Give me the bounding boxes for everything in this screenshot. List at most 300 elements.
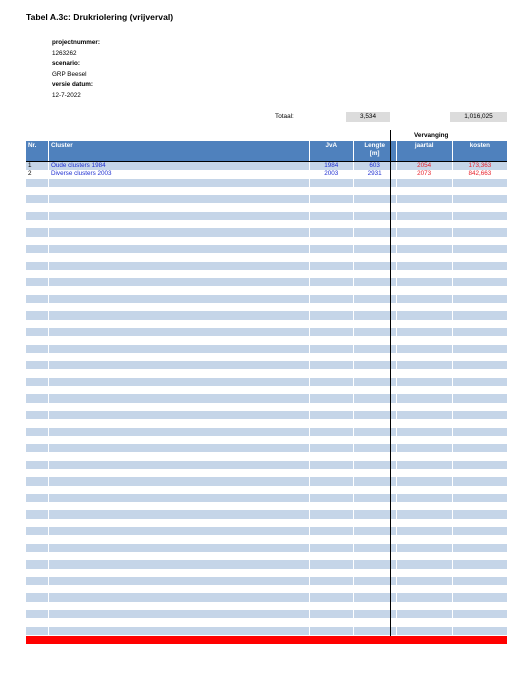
col-header-kosten: kosten bbox=[469, 142, 491, 149]
empty-cell bbox=[49, 627, 310, 635]
empty-cell bbox=[310, 195, 354, 203]
empty-cell bbox=[397, 195, 453, 203]
empty-cell bbox=[453, 527, 507, 535]
empty-table-row bbox=[26, 245, 507, 253]
empty-cell bbox=[310, 510, 354, 518]
empty-cell bbox=[397, 336, 453, 344]
empty-table-row bbox=[26, 477, 507, 485]
empty-cell bbox=[49, 203, 310, 211]
empty-cell bbox=[49, 444, 310, 452]
empty-table-row bbox=[26, 544, 507, 552]
total-kosten: 1,016,025 bbox=[450, 112, 507, 122]
empty-cell bbox=[49, 262, 310, 270]
empty-cell bbox=[26, 328, 49, 336]
empty-cell bbox=[453, 618, 507, 626]
empty-cell bbox=[49, 195, 310, 203]
empty-cell bbox=[310, 345, 354, 353]
empty-cell bbox=[26, 320, 49, 328]
empty-cell bbox=[453, 519, 507, 527]
table-footer-bar bbox=[26, 636, 507, 644]
empty-cell bbox=[310, 452, 354, 460]
empty-cell bbox=[397, 262, 453, 270]
empty-table-row bbox=[26, 510, 507, 518]
empty-cell bbox=[310, 278, 354, 286]
empty-cell bbox=[310, 237, 354, 245]
empty-cell bbox=[397, 577, 453, 585]
empty-cell bbox=[310, 353, 354, 361]
empty-cell bbox=[26, 361, 49, 369]
empty-cell bbox=[397, 469, 453, 477]
empty-cell bbox=[49, 228, 310, 236]
empty-cell bbox=[26, 577, 49, 585]
empty-cell bbox=[397, 237, 453, 245]
empty-table-row bbox=[26, 428, 507, 436]
empty-table-row bbox=[26, 286, 507, 294]
empty-cell bbox=[49, 593, 310, 601]
empty-table-row bbox=[26, 585, 507, 593]
empty-table-row bbox=[26, 618, 507, 626]
empty-cell bbox=[453, 560, 507, 568]
column-divider-line bbox=[390, 130, 391, 636]
cell-nr: 2 bbox=[26, 170, 49, 178]
empty-cell bbox=[453, 345, 507, 353]
cell-kosten: 842,663 bbox=[468, 170, 492, 178]
cell-nr: 1 bbox=[26, 162, 49, 170]
empty-cell bbox=[397, 378, 453, 386]
empty-cell bbox=[49, 278, 310, 286]
empty-cell bbox=[49, 569, 310, 577]
empty-cell bbox=[453, 328, 507, 336]
empty-cell bbox=[49, 494, 310, 502]
empty-cell bbox=[49, 461, 310, 469]
empty-cell bbox=[49, 361, 310, 369]
empty-cell bbox=[397, 328, 453, 336]
empty-cell bbox=[49, 436, 310, 444]
empty-cell bbox=[397, 436, 453, 444]
empty-cell bbox=[49, 535, 310, 543]
meta-value-versie-datum: 12-7-2022 bbox=[52, 91, 81, 99]
empty-cell bbox=[26, 486, 49, 494]
empty-cell bbox=[26, 270, 49, 278]
empty-table-row bbox=[26, 369, 507, 377]
empty-cell bbox=[310, 444, 354, 452]
empty-cell bbox=[453, 311, 507, 319]
empty-cell bbox=[26, 212, 49, 220]
empty-cell bbox=[310, 203, 354, 211]
empty-cell bbox=[453, 253, 507, 261]
empty-cell bbox=[453, 270, 507, 278]
empty-cell bbox=[26, 436, 49, 444]
cell-kosten: 173,363 bbox=[468, 162, 492, 169]
empty-cell bbox=[310, 469, 354, 477]
empty-cell bbox=[49, 212, 310, 220]
empty-cell bbox=[397, 510, 453, 518]
table-row bbox=[26, 170, 507, 178]
empty-cell bbox=[49, 577, 310, 585]
empty-cell bbox=[397, 203, 453, 211]
empty-cell bbox=[397, 220, 453, 228]
total-lengte: 3,534 bbox=[346, 112, 390, 122]
empty-cell bbox=[49, 502, 310, 510]
empty-cell bbox=[397, 585, 453, 593]
empty-cell bbox=[310, 544, 354, 552]
empty-cell bbox=[49, 394, 310, 402]
empty-table-row bbox=[26, 187, 507, 195]
empty-cell bbox=[397, 212, 453, 220]
empty-cell bbox=[397, 602, 453, 610]
empty-cell bbox=[310, 220, 354, 228]
empty-cell bbox=[310, 320, 354, 328]
empty-cell bbox=[26, 544, 49, 552]
page-title: Tabel A.3c: Drukriolering (vrijverval) bbox=[26, 12, 174, 22]
empty-cell bbox=[310, 585, 354, 593]
col-header-jaartal: jaartal bbox=[397, 141, 453, 161]
empty-table-row bbox=[26, 452, 507, 460]
empty-cell bbox=[397, 394, 453, 402]
empty-cell bbox=[310, 494, 354, 502]
empty-cell bbox=[397, 618, 453, 626]
empty-cell bbox=[26, 494, 49, 502]
empty-table-row bbox=[26, 328, 507, 336]
empty-cell bbox=[310, 245, 354, 253]
empty-cell bbox=[453, 195, 507, 203]
empty-cell bbox=[310, 502, 354, 510]
meta-label-projectnummer: projectnummer: bbox=[52, 39, 100, 46]
empty-cell bbox=[49, 452, 310, 460]
meta-label-versie-datum: versie datum: bbox=[52, 81, 93, 89]
empty-cell bbox=[310, 361, 354, 369]
empty-cell bbox=[310, 336, 354, 344]
empty-cell bbox=[310, 411, 354, 419]
empty-cell bbox=[26, 378, 49, 386]
empty-cell bbox=[26, 403, 49, 411]
empty-cell bbox=[453, 419, 507, 427]
empty-cell bbox=[26, 569, 49, 577]
empty-cell bbox=[310, 593, 354, 601]
col-header-cluster: Cluster bbox=[49, 141, 310, 161]
empty-cell bbox=[310, 295, 354, 303]
empty-table-row bbox=[26, 602, 507, 610]
empty-cell bbox=[453, 593, 507, 601]
empty-cell bbox=[310, 286, 354, 294]
empty-cell bbox=[26, 461, 49, 469]
empty-cell bbox=[397, 535, 453, 543]
empty-table-row bbox=[26, 262, 507, 270]
empty-cell bbox=[310, 270, 354, 278]
empty-cell bbox=[397, 494, 453, 502]
empty-cell bbox=[49, 510, 310, 518]
empty-cell bbox=[397, 187, 453, 195]
empty-cell bbox=[453, 245, 507, 253]
empty-cell bbox=[49, 311, 310, 319]
empty-cell bbox=[453, 237, 507, 245]
empty-cell bbox=[26, 502, 49, 510]
col-header-jva: JvA bbox=[310, 141, 354, 161]
empty-cell bbox=[26, 220, 49, 228]
empty-cell bbox=[26, 311, 49, 319]
empty-table-row bbox=[26, 353, 507, 361]
empty-cell bbox=[49, 519, 310, 527]
empty-cell bbox=[49, 552, 310, 560]
empty-table-row bbox=[26, 253, 507, 261]
empty-cell bbox=[453, 187, 507, 195]
empty-cell bbox=[453, 602, 507, 610]
empty-cell bbox=[397, 303, 453, 311]
empty-table-row bbox=[26, 295, 507, 303]
empty-table-row bbox=[26, 228, 507, 236]
empty-cell bbox=[49, 336, 310, 344]
empty-cell bbox=[453, 477, 507, 485]
empty-cell bbox=[310, 461, 354, 469]
empty-cell bbox=[26, 510, 49, 518]
cell-jva: 1984 bbox=[310, 162, 354, 170]
empty-cell bbox=[49, 270, 310, 278]
empty-cell bbox=[26, 627, 49, 635]
empty-cell bbox=[49, 544, 310, 552]
empty-cell bbox=[453, 262, 507, 270]
empty-table-row bbox=[26, 278, 507, 286]
empty-cell bbox=[49, 220, 310, 228]
empty-cell bbox=[49, 369, 310, 377]
empty-cell bbox=[310, 577, 354, 585]
empty-cell bbox=[310, 527, 354, 535]
empty-cell bbox=[310, 610, 354, 618]
empty-cell bbox=[49, 320, 310, 328]
empty-cell bbox=[453, 552, 507, 560]
empty-cell bbox=[453, 452, 507, 460]
totals-label: Totaal: bbox=[275, 113, 294, 120]
empty-cell bbox=[397, 519, 453, 527]
empty-cell bbox=[310, 535, 354, 543]
empty-cell bbox=[49, 403, 310, 411]
empty-cell bbox=[49, 560, 310, 568]
empty-table-row bbox=[26, 444, 507, 452]
empty-cell bbox=[397, 270, 453, 278]
empty-cell bbox=[26, 519, 49, 527]
empty-table-row bbox=[26, 469, 507, 477]
empty-cell bbox=[310, 419, 354, 427]
empty-cell bbox=[49, 328, 310, 336]
empty-table-row bbox=[26, 569, 507, 577]
empty-cell bbox=[453, 610, 507, 618]
empty-cell bbox=[453, 212, 507, 220]
empty-cell bbox=[49, 353, 310, 361]
empty-cell bbox=[453, 469, 507, 477]
empty-cell bbox=[453, 494, 507, 502]
empty-cell bbox=[397, 278, 453, 286]
empty-cell bbox=[310, 378, 354, 386]
empty-cell bbox=[453, 303, 507, 311]
empty-cell bbox=[453, 411, 507, 419]
table-body bbox=[26, 162, 507, 635]
empty-table-row bbox=[26, 535, 507, 543]
empty-cell bbox=[453, 361, 507, 369]
empty-cell bbox=[310, 627, 354, 635]
empty-cell bbox=[49, 486, 310, 494]
empty-cell bbox=[453, 394, 507, 402]
empty-cell bbox=[397, 627, 453, 635]
empty-cell bbox=[26, 477, 49, 485]
empty-table-row bbox=[26, 311, 507, 319]
empty-cell bbox=[397, 295, 453, 303]
empty-table-row bbox=[26, 386, 507, 394]
empty-cell bbox=[26, 419, 49, 427]
cell-cluster: Oude clusters 1984 bbox=[49, 162, 310, 170]
empty-cell bbox=[397, 369, 453, 377]
empty-table-row bbox=[26, 436, 507, 444]
empty-cell bbox=[310, 179, 354, 187]
empty-table-row bbox=[26, 627, 507, 635]
cell-lengte: 2931 bbox=[354, 170, 397, 178]
empty-cell bbox=[453, 353, 507, 361]
empty-cell bbox=[49, 386, 310, 394]
empty-cell bbox=[397, 228, 453, 236]
empty-cell bbox=[310, 436, 354, 444]
empty-cell bbox=[397, 386, 453, 394]
empty-cell bbox=[49, 345, 310, 353]
empty-cell bbox=[26, 428, 49, 436]
empty-table-row bbox=[26, 394, 507, 402]
empty-cell bbox=[310, 519, 354, 527]
empty-cell bbox=[26, 345, 49, 353]
empty-cell bbox=[310, 618, 354, 626]
empty-cell bbox=[453, 320, 507, 328]
empty-table-row bbox=[26, 270, 507, 278]
empty-table-row bbox=[26, 502, 507, 510]
empty-table-row bbox=[26, 303, 507, 311]
empty-cell bbox=[26, 245, 49, 253]
empty-cell bbox=[310, 212, 354, 220]
empty-cell bbox=[26, 560, 49, 568]
empty-cell bbox=[397, 593, 453, 601]
empty-cell bbox=[310, 369, 354, 377]
empty-cell bbox=[310, 328, 354, 336]
empty-table-row bbox=[26, 610, 507, 618]
empty-cell bbox=[26, 262, 49, 270]
empty-cell bbox=[49, 179, 310, 187]
empty-cell bbox=[397, 403, 453, 411]
empty-cell bbox=[397, 486, 453, 494]
empty-cell bbox=[49, 187, 310, 195]
table-header bbox=[26, 141, 507, 162]
empty-cell bbox=[453, 228, 507, 236]
empty-cell bbox=[310, 394, 354, 402]
cluster-table bbox=[26, 141, 507, 635]
empty-cell bbox=[310, 253, 354, 261]
empty-table-row bbox=[26, 403, 507, 411]
empty-cell bbox=[453, 378, 507, 386]
empty-table-row bbox=[26, 237, 507, 245]
empty-cell bbox=[26, 602, 49, 610]
col-header-lengte: Lengte [m] bbox=[354, 141, 397, 161]
empty-table-row bbox=[26, 494, 507, 502]
empty-cell bbox=[310, 477, 354, 485]
empty-table-row bbox=[26, 519, 507, 527]
empty-cell bbox=[26, 336, 49, 344]
cell-jaartal: 2054 bbox=[397, 162, 453, 170]
empty-cell bbox=[26, 552, 49, 560]
empty-cell bbox=[310, 486, 354, 494]
empty-cell bbox=[49, 610, 310, 618]
empty-cell bbox=[397, 245, 453, 253]
empty-cell bbox=[49, 428, 310, 436]
empty-table-row bbox=[26, 203, 507, 211]
empty-cell bbox=[310, 228, 354, 236]
meta-value-scenario: GRP Beesel bbox=[52, 70, 87, 78]
empty-cell bbox=[453, 403, 507, 411]
empty-cell bbox=[49, 237, 310, 245]
empty-cell bbox=[26, 386, 49, 394]
empty-table-row bbox=[26, 361, 507, 369]
empty-cell bbox=[397, 428, 453, 436]
empty-cell bbox=[310, 560, 354, 568]
empty-table-row bbox=[26, 593, 507, 601]
empty-table-row bbox=[26, 378, 507, 386]
empty-table-row bbox=[26, 461, 507, 469]
empty-table-row bbox=[26, 560, 507, 568]
empty-cell bbox=[49, 419, 310, 427]
empty-table-row bbox=[26, 345, 507, 353]
empty-cell bbox=[49, 253, 310, 261]
empty-cell bbox=[26, 411, 49, 419]
empty-cell bbox=[49, 477, 310, 485]
empty-cell bbox=[49, 295, 310, 303]
empty-cell bbox=[26, 187, 49, 195]
empty-cell bbox=[453, 569, 507, 577]
empty-cell bbox=[26, 295, 49, 303]
empty-cell bbox=[26, 535, 49, 543]
empty-cell bbox=[397, 419, 453, 427]
empty-cell bbox=[49, 245, 310, 253]
cell-jva: 2003 bbox=[310, 170, 354, 178]
cell-jaartal: 2073 bbox=[397, 170, 453, 178]
cell-lengte: 603 bbox=[354, 162, 397, 170]
group-header-vervanging: Vervanging bbox=[414, 132, 449, 139]
empty-table-row bbox=[26, 411, 507, 419]
empty-cell bbox=[397, 527, 453, 535]
empty-cell bbox=[453, 577, 507, 585]
empty-table-row bbox=[26, 212, 507, 220]
empty-cell bbox=[310, 552, 354, 560]
empty-cell bbox=[397, 452, 453, 460]
empty-cell bbox=[453, 544, 507, 552]
empty-cell bbox=[310, 311, 354, 319]
empty-cell bbox=[49, 527, 310, 535]
empty-cell bbox=[26, 618, 49, 626]
empty-cell bbox=[310, 386, 354, 394]
empty-cell bbox=[453, 535, 507, 543]
empty-cell bbox=[26, 286, 49, 294]
empty-cell bbox=[453, 502, 507, 510]
empty-table-row bbox=[26, 195, 507, 203]
empty-table-row bbox=[26, 527, 507, 535]
meta-label-scenario: scenario: bbox=[52, 60, 80, 68]
empty-cell bbox=[26, 278, 49, 286]
empty-cell bbox=[453, 179, 507, 187]
empty-cell bbox=[310, 303, 354, 311]
empty-cell bbox=[26, 353, 49, 361]
table-row bbox=[26, 162, 507, 170]
empty-table-row bbox=[26, 577, 507, 585]
empty-cell bbox=[397, 361, 453, 369]
empty-cell bbox=[397, 560, 453, 568]
empty-cell bbox=[397, 179, 453, 187]
empty-cell bbox=[397, 311, 453, 319]
empty-cell bbox=[26, 527, 49, 535]
empty-cell bbox=[397, 286, 453, 294]
empty-table-row bbox=[26, 220, 507, 228]
empty-cell bbox=[310, 403, 354, 411]
